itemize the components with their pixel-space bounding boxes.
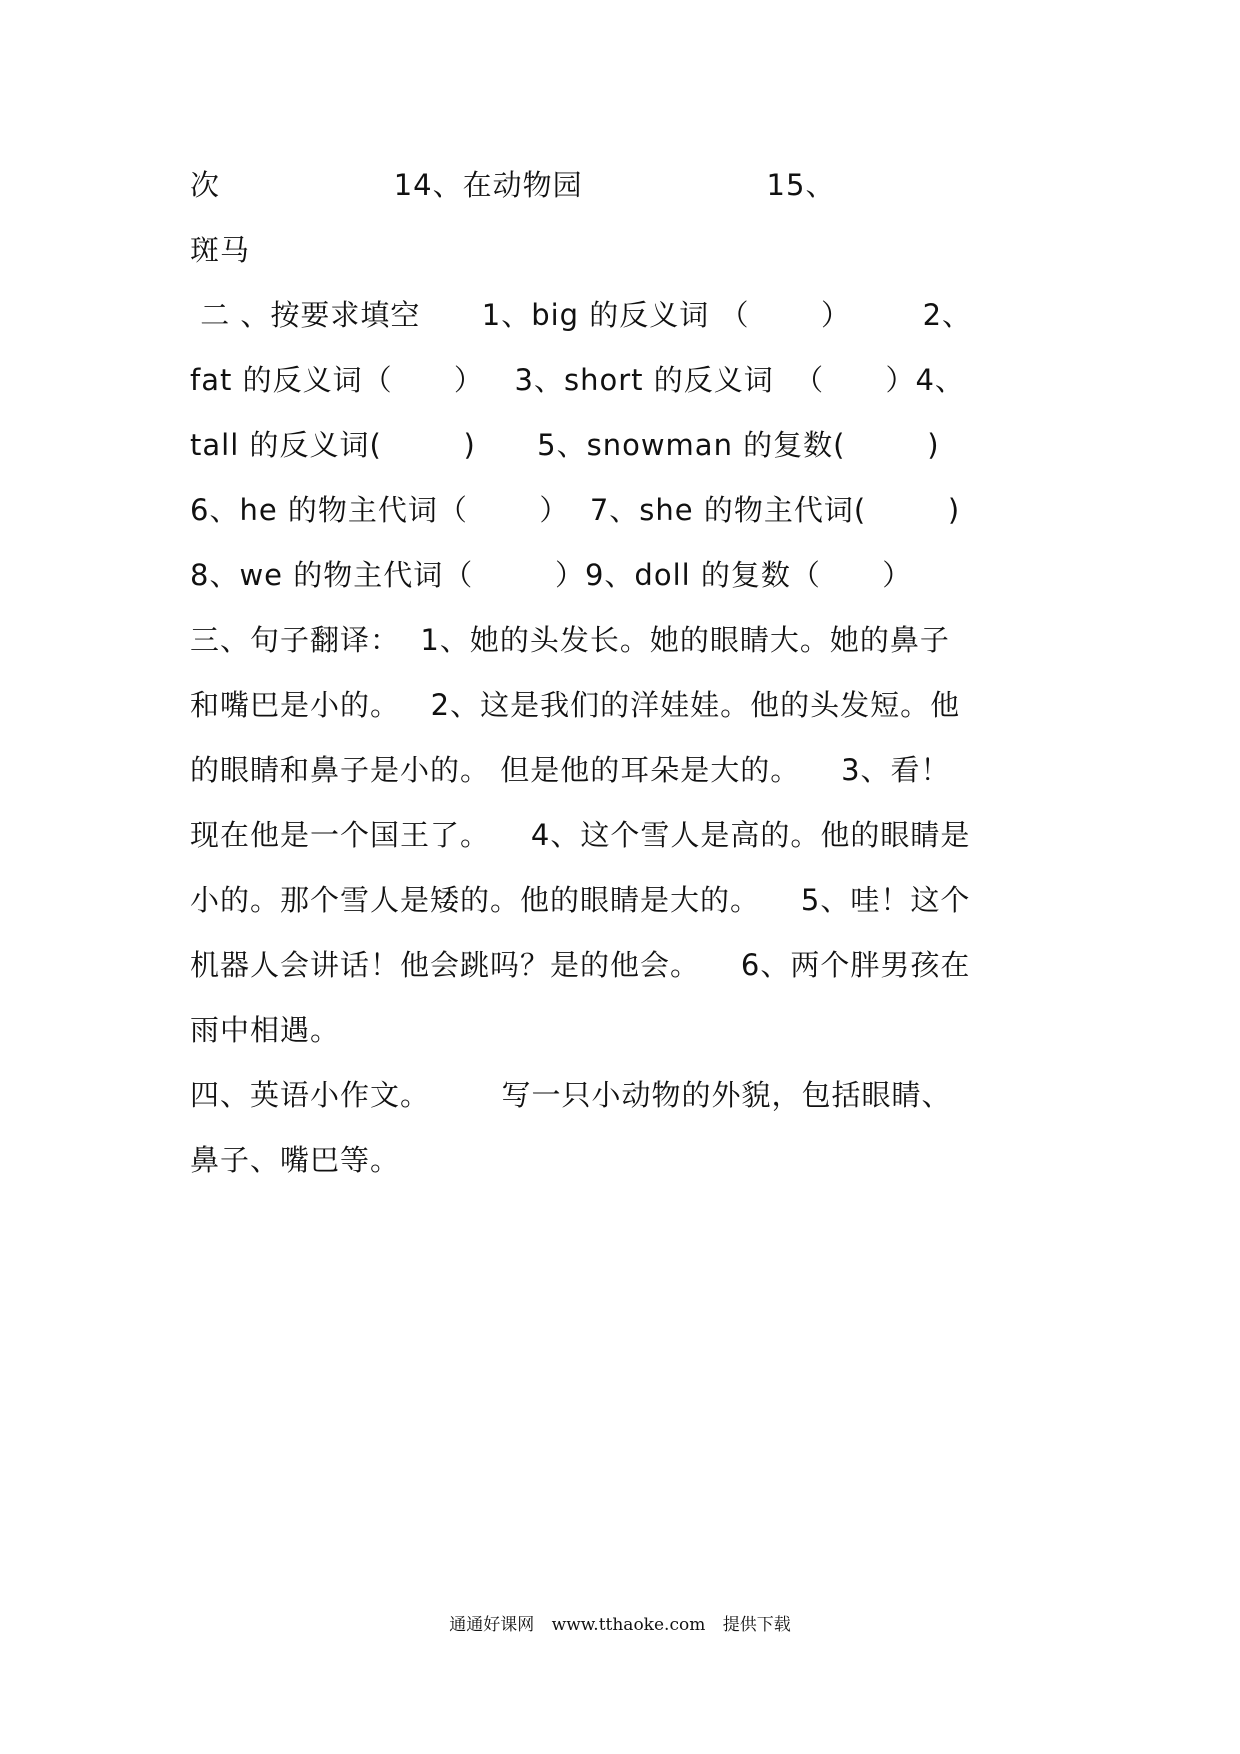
footer-provided-text: 提供下载 [722,1615,791,1635]
text-line: 次 14、在动物园 15、 [190,168,836,202]
text-line: 6、he 的物主代词（ ） 7、she 的物主代词( ) [190,493,961,527]
text-line: 雨中相遇。 [190,1013,341,1047]
text-line: 的眼睛和鼻子是小的。 但是他的耳朵是大的。 3、看！ [190,753,951,787]
text-line: 8、we 的物主代词（ ）9、doll 的复数（ ） [190,558,913,592]
text-line: 小的。那个雪人是矮的。他的眼睛是大的。 5、哇！这个 [190,883,971,917]
text-line: 斑马 [190,233,251,267]
section-3-heading-line: 三、句子翻译： 1、她的头发长。她的眼睛大。她的鼻子 [190,623,950,657]
footer-site-name: 通通好课网 [449,1615,535,1635]
text-line: 现在他是一个国王了。 4、这个雪人是高的。他的眼睛是 [190,818,971,852]
page-footer [0,1610,1240,1640]
section-2-heading-line: 二 、按要求填空 1、big 的反义词 （ ） 2、 [190,298,973,332]
footer-url: www.tthaoke.com [551,1615,706,1635]
text-line: 和嘴巴是小的。 2、这是我们的洋娃娃。他的头发短。他 [190,688,961,722]
text-line: 鼻子、嘴巴等。 [190,1143,401,1177]
text-line: fat 的反义词（ ） 3、short 的反义词 （ ）4、 [190,363,965,397]
section-4-heading-line: 四、英语小作文。 写一只小动物的外貌，包括眼睛、 [190,1078,952,1112]
text-line: 机器人会讲话！他会跳吗？是的他会。 6、两个胖男孩在 [190,948,971,982]
text-line: tall 的反义词( ) 5、snowman 的复数( ) [190,428,940,462]
